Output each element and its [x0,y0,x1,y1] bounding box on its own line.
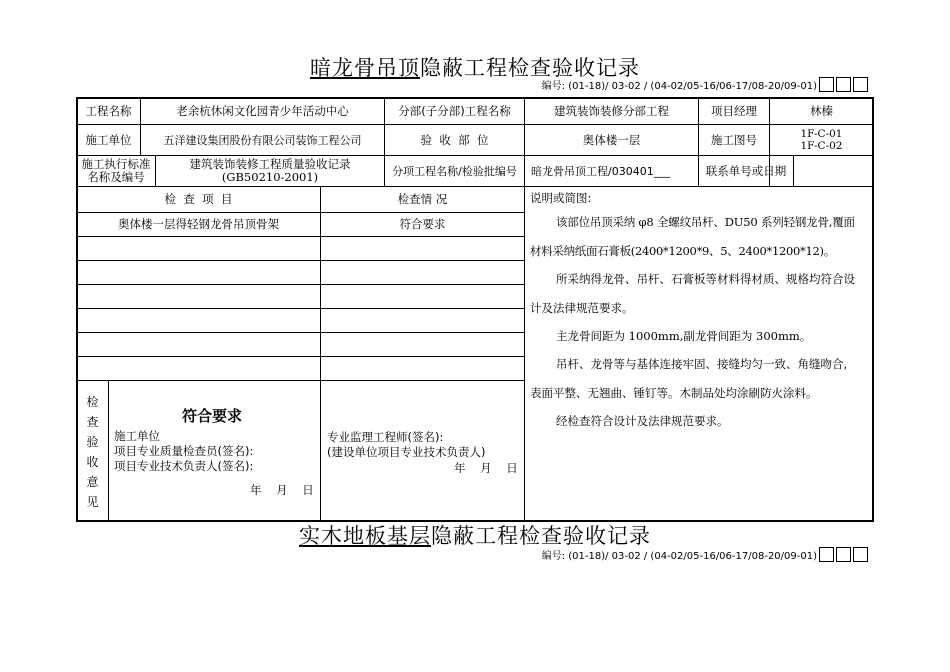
note-line: 表面平整、无翘曲、锤钉等。木制品处均涂刷防火涂料。 [530,386,818,400]
standard-label-1: 施工执行标准 [81,157,151,171]
contact-label: 联系单号或日期 [705,163,787,178]
subdivision-label: 分部(子分部)工程名称 [398,103,511,118]
inspection-item: 奥体楼一层得轻钢龙骨吊顶骨架 [118,217,279,231]
inspection-result [321,333,524,356]
title-rest: 隐蔽工程检查验收记录 [420,56,640,80]
inspection-result [321,261,524,284]
title-rest: 隐蔽工程检查验收记录 [431,524,651,548]
contact-value[interactable] [794,156,873,186]
drawing-values [770,125,873,155]
inspection-item [77,309,320,332]
owner-tech-lead: (建设单位项目专业技术负责人) [327,445,486,459]
drawing-no-2: 1F-C-02 [800,140,843,152]
title-underlined: 暗龙骨吊顶 [310,56,420,80]
standard-value [156,156,384,186]
inspection-item [77,333,320,356]
note-line: 主龙骨间距为 1000mm,副龙骨间距为 300mm。 [556,329,812,343]
number-line-2 [542,547,868,562]
inspection-result [321,357,524,380]
item-label: 分项工程名称/检验批编号 [392,164,517,178]
number-text: 编号: (01-18)/ 03-02 / (04-02/05-16/06-17/08-20/09-01) [541,81,817,92]
col-inspection-result: 检查情 况 [397,192,448,206]
document-title-2 [0,520,950,550]
standard-label-2: 名称及编号 [87,170,145,184]
date-left: 年 月 日 [250,483,314,497]
tech-lead-signature[interactable]: 项目专业技术负责人(签名): [114,459,254,473]
note-line: 材料采纳纸面石膏板(2400*1200*9、5、2400*1200*12)。 [530,244,835,258]
note-line: 经检查符合设计及法律规范要求。 [556,414,729,428]
drawing-no-1: 1F-C-01 [800,128,843,140]
contractor-value: 五洋建设集团股份有限公司装饰工程公司 [163,133,362,147]
number-line [542,77,868,92]
side-char: 意 [86,475,99,489]
inspection-result [321,237,524,260]
inspection-item [77,261,320,284]
checkbox[interactable] [836,547,851,562]
side-char: 查 [86,415,99,429]
side-char: 验 [86,435,99,449]
notes-heading: 说明或简图: [530,191,592,205]
item-value: 暗龙骨吊顶工程/030401___ [531,164,671,178]
note-line: 所采纳得龙骨、吊杆、石膏板等材料得材质、规格均符合设 [556,272,855,286]
checkbox[interactable] [819,547,834,562]
note-line: 计及法律规范要求。 [530,301,634,315]
opinion-conclusion: 符合要求 [182,407,243,425]
title-underlined: 实木地板基层 [299,524,431,548]
inspection-item [77,357,320,380]
construction-unit-label: 施工单位 [114,429,160,443]
supervisor-signature[interactable]: 专业监理工程师(签名): [327,430,444,444]
acceptance-label: 验 收 部 位 [420,132,489,147]
note-line: 该部位吊顶采纳 φ8 全螺纹吊杆、DU50 系列轻钢龙骨,覆面 [556,215,855,229]
inspection-item [77,237,320,260]
standard-1: 建筑装饰装修工程质量验收记录 [189,157,351,171]
manager-value: 林榛 [810,103,833,118]
project-name-value: 老余杭休闲文化园青少年活动中心 [176,103,349,118]
inspection-item [77,285,320,308]
acceptance-value: 奥体楼一层 [582,132,641,147]
inspection-result [321,309,524,332]
standard-2: (GB50210-2001) [221,170,319,184]
standard-label [77,156,155,186]
project-name-label: 工程名称 [85,103,132,118]
side-char: 收 [86,455,99,469]
opinion-side-label [77,390,108,514]
checkbox[interactable] [836,77,851,92]
manager-label: 项目经理 [711,103,757,118]
col-inspection-item: 检 查 项 目 [164,192,233,206]
checkbox[interactable] [853,77,868,92]
contractor-label: 施工单位 [85,132,132,147]
inspection-result: 符合要求 [399,217,446,231]
note-line: 吊杆、龙骨等与基体连接牢固、接缝均匀一致、角缝吻合, [556,357,848,371]
drawing-label: 施工图号 [711,132,757,147]
side-char: 见 [86,495,99,509]
number-text: 编号: (01-18)/ 03-02 / (04-02/05-16/06-17/08-20/09-01) [541,551,817,562]
subdivision-value: 建筑装饰装修分部工程 [554,103,669,118]
side-char: 检 [86,395,99,409]
checkbox[interactable] [853,547,868,562]
date-right: 年 月 日 [454,461,518,475]
qc-inspector-signature[interactable]: 项目专业质量检查员(签名): [114,444,254,458]
inspection-result [321,285,524,308]
checkbox[interactable] [819,77,834,92]
